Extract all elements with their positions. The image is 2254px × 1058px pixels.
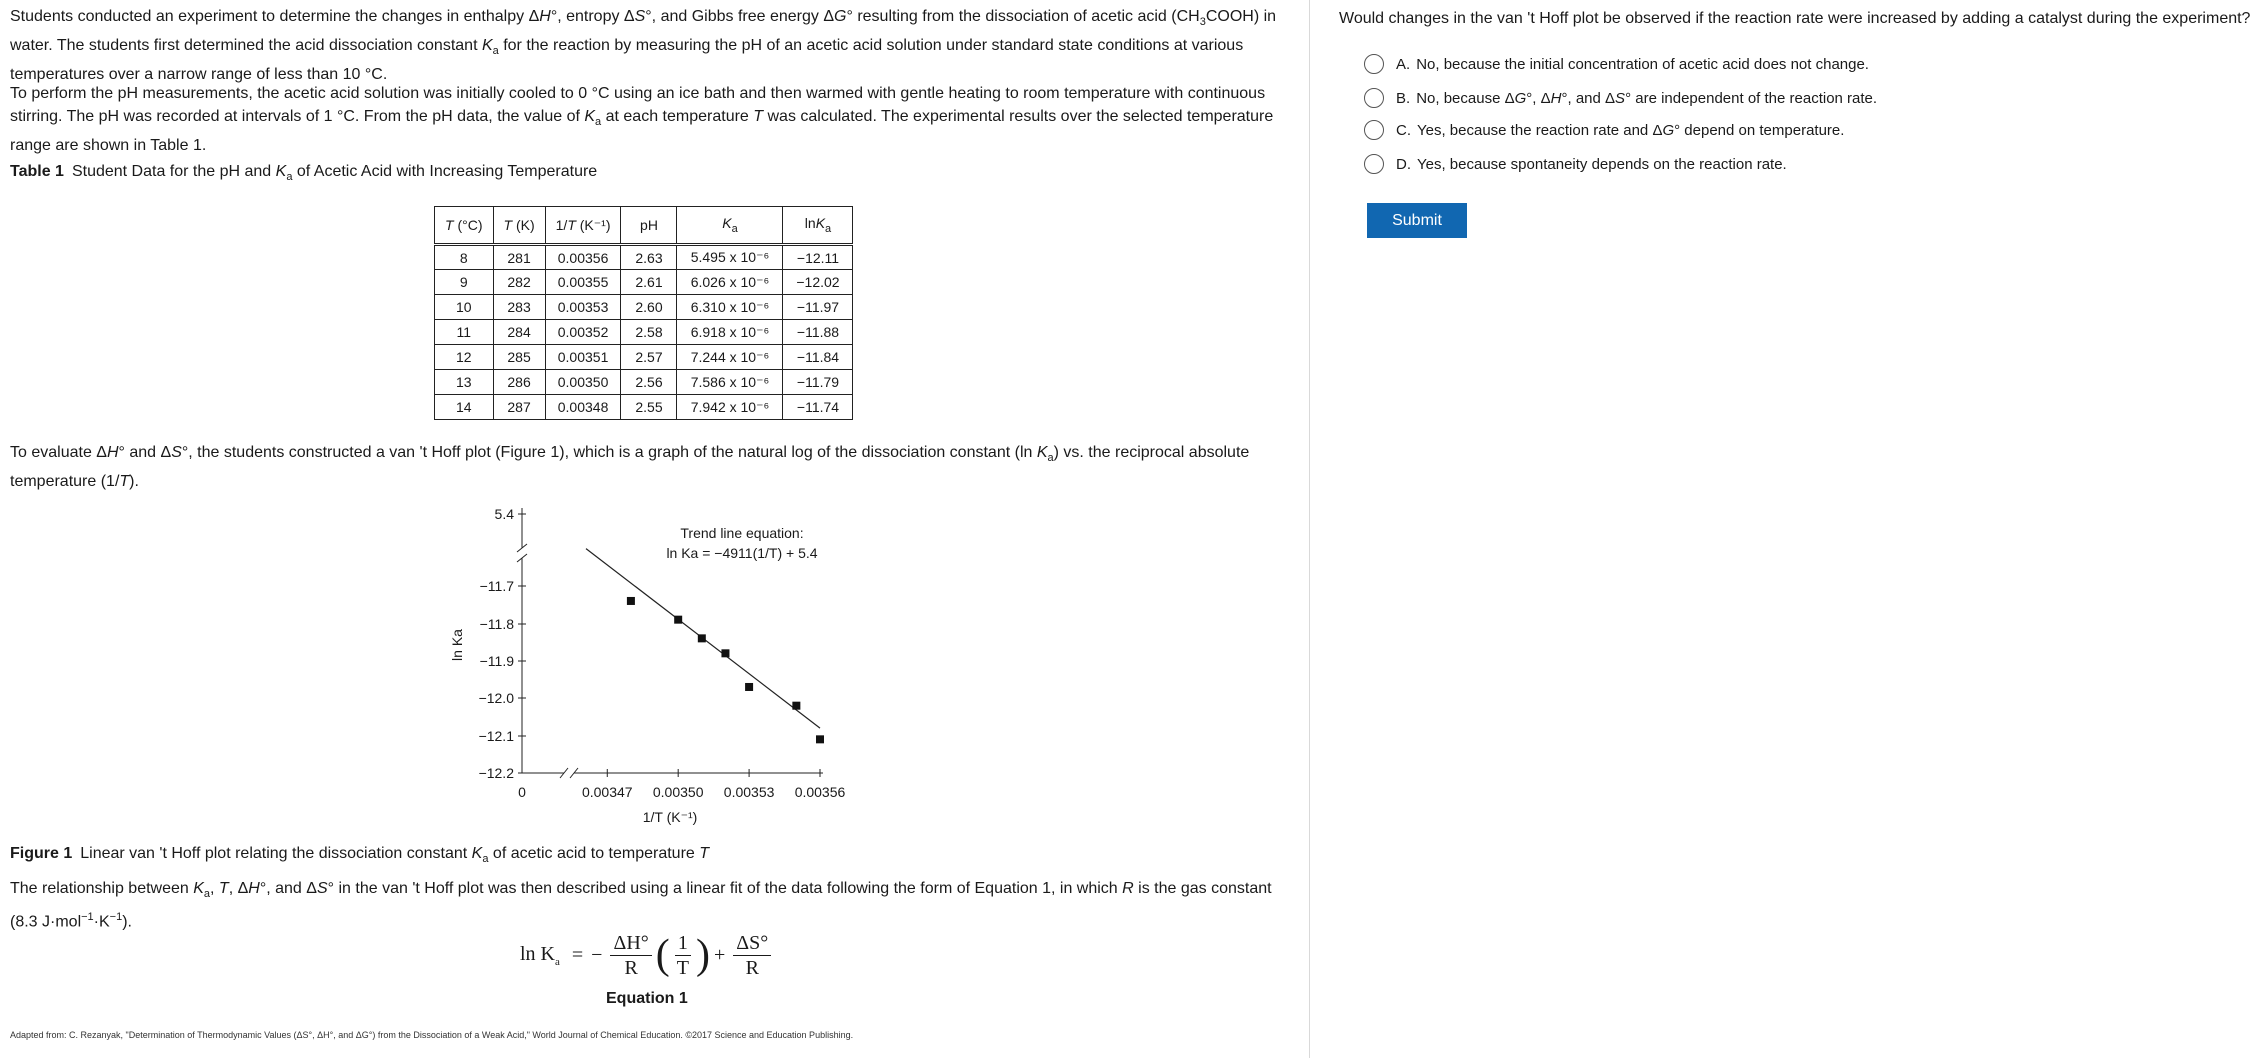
radio-d[interactable] bbox=[1364, 154, 1384, 174]
table-cell: 7.942 x 10⁻⁶ bbox=[677, 395, 783, 420]
data-point bbox=[698, 634, 706, 642]
choice-c-text: Yes, because the reaction rate and ΔG° depend on temperature. bbox=[1417, 121, 1845, 139]
table-cell: 2.57 bbox=[621, 345, 677, 370]
data-point bbox=[792, 702, 800, 710]
fraction-ds-r: $\frac{\Delta S^\circ}{R}$ bbox=[733, 931, 771, 980]
table-row bbox=[435, 295, 853, 320]
table-cell: 6.026 x 10⁻⁶ bbox=[677, 270, 783, 295]
table-row bbox=[435, 370, 853, 395]
table-cell: −12.11 bbox=[783, 245, 853, 270]
data-point bbox=[721, 649, 729, 657]
table-cell: 7.244 x 10⁻⁶ bbox=[677, 345, 783, 370]
table-caption: Table 1 Student Data for the pH and $K_a$ of Acetic Acid with Increasing Temperature bbox=[10, 163, 598, 184]
vant-hoff-plot bbox=[440, 500, 860, 830]
submit-button[interactable]: Submit bbox=[1367, 203, 1467, 238]
choice-a[interactable]: A. No, because the initial concentration of acetic acid does not change. bbox=[1364, 52, 1869, 76]
table-cell: 2.61 bbox=[621, 270, 677, 295]
trendline-annotation-title: Trend line equation: bbox=[680, 525, 804, 541]
table-cell: 12 bbox=[435, 345, 494, 370]
table-header-3: pH bbox=[621, 207, 677, 245]
table-cell: −12.02 bbox=[783, 270, 853, 295]
y-tick-label: −11.9 bbox=[479, 653, 514, 669]
table-cell: 283 bbox=[493, 295, 545, 320]
student-data-table bbox=[434, 206, 853, 420]
table-row bbox=[435, 270, 853, 295]
table-cell: 0.00350 bbox=[545, 370, 621, 395]
trendline-annotation-equation: ln Ka = −4911(1/T) + 5.4 bbox=[666, 545, 818, 561]
table-body bbox=[435, 245, 853, 420]
table-header-5: lnK$_a$ bbox=[783, 207, 853, 245]
table-cell: 13 bbox=[435, 370, 494, 395]
plus-sign: + bbox=[713, 943, 726, 966]
table-cell: −11.84 bbox=[783, 345, 853, 370]
minus-sign: − bbox=[591, 943, 603, 966]
table-cell: 7.586 x 10⁻⁶ bbox=[677, 370, 783, 395]
table-cell: 0.00352 bbox=[545, 320, 621, 345]
figure-caption: Figure 1 Linear van 't Hoff plot relating the dissociation constant $K_a$ of acetic acid to temperature T bbox=[10, 845, 710, 866]
y-tick-label: −11.7 bbox=[479, 578, 514, 594]
table-cell: −11.88 bbox=[783, 320, 853, 345]
choice-a-text: No, because the initial concentration of acetic acid does not change. bbox=[1416, 55, 1869, 73]
table-header-2: 1/T (K⁻¹) bbox=[545, 207, 621, 245]
table-cell: 9 bbox=[435, 270, 494, 295]
table-cell: 11 bbox=[435, 320, 494, 345]
table-cell: 0.00351 bbox=[545, 345, 621, 370]
table-cell: 6.310 x 10⁻⁶ bbox=[677, 295, 783, 320]
equation-lhs: $\ln K_a$ bbox=[520, 942, 560, 968]
table-header-4: $K_a$ bbox=[677, 207, 783, 245]
left-paren: ( bbox=[655, 932, 670, 978]
table-cell: 6.918 x 10⁻⁶ bbox=[677, 320, 783, 345]
right-paren: ) bbox=[695, 932, 710, 978]
table-header-0: T (°C) bbox=[435, 207, 494, 245]
vant-hoff-paragraph: To evaluate ΔH° and ΔS°, the students constructed a van 't Hoff plot (Figure 1), which is a graph of the natural log of the dissociation constant (ln $K_a$) vs. the reciprocal absolute temperature (1/T). bbox=[10, 444, 1250, 491]
table-cell: 0.00356 bbox=[545, 245, 621, 270]
equation-1 bbox=[520, 928, 775, 982]
x-tick-label: 0 bbox=[518, 784, 526, 800]
table-cell: 2.55 bbox=[621, 395, 677, 420]
table-cell: 284 bbox=[493, 320, 545, 345]
table-cell: 2.60 bbox=[621, 295, 677, 320]
equation-label: Equation 1 bbox=[606, 990, 688, 1007]
choice-d[interactable]: D. Yes, because spontaneity depends on the reaction rate. bbox=[1364, 152, 1787, 176]
table-cell: 0.00348 bbox=[545, 395, 621, 420]
x-tick-label: 0.00350 bbox=[652, 784, 704, 800]
table-row bbox=[435, 245, 853, 270]
x-tick-label: 0.00356 bbox=[794, 784, 846, 800]
radio-b[interactable] bbox=[1364, 88, 1384, 108]
table-cell: −11.97 bbox=[783, 295, 853, 320]
procedure-paragraph: To perform the pH measurements, the acetic acid solution was initially cooled to 0 °C using an ice bath and then warmed with gentle heating to room temperature with continuous stirring. The pH was recorded at intervals of 1 °C. From the pH data, the value of $K_a$ at each temperature T was calculated. The experimental results over the selected temperature range are shown in Table 1. bbox=[10, 85, 1274, 155]
table-cell: −11.79 bbox=[783, 370, 853, 395]
y-tick-label: −12.2 bbox=[478, 765, 514, 781]
table-cell: 10 bbox=[435, 295, 494, 320]
y-tick-label: 5.4 bbox=[494, 506, 514, 522]
y-tick-label: −12.0 bbox=[478, 690, 514, 706]
equals-sign: = bbox=[571, 943, 584, 966]
table-cell: 281 bbox=[493, 245, 545, 270]
y-tick-label: −12.1 bbox=[478, 728, 514, 744]
table-row bbox=[435, 345, 853, 370]
data-point bbox=[627, 597, 635, 605]
table-header-1: T (K) bbox=[493, 207, 545, 245]
intro-paragraph: Students conducted an experiment to determine the changes in enthalpy ΔH°, entropy ΔS°, and Gibbs free energy ΔG° resulting from the dissociation of acetic acid $(CH_3COOH)$ in water. The students first determined the acid dissociation constant $K_a$ for the reaction by measuring the pH of an acetic acid solution under standard state conditions at various temperatures over a narrow range of less than 10 °C. bbox=[10, 8, 1277, 84]
table-cell: 2.58 bbox=[621, 320, 677, 345]
x-tick-label: 0.00353 bbox=[723, 784, 775, 800]
x-axis-label: 1/T (K⁻¹) bbox=[642, 809, 698, 825]
table-row bbox=[435, 395, 853, 420]
table-cell: 286 bbox=[493, 370, 545, 395]
fraction-1-t: $\frac{1}{T}$ bbox=[676, 931, 689, 979]
source-footnote: Adapted from: C. Rezanyak, "Determination of Thermodynamic Values (ΔS°, ΔH°, and ΔG°) from the Dissociation of a Weak Acid," World Journal of Chemical Education. ©2017 Science and Education Publishing. bbox=[10, 1030, 854, 1040]
relationship-paragraph: The relationship between $K_a$, T, ΔH°, and ΔS° in the van 't Hoff plot was then described using a linear fit of the data following the form of Equation 1, in which R is the gas constant (8.3 $J\cdot mol^{-1}\cdot K^{-1}$). bbox=[10, 880, 1272, 931]
radio-a[interactable] bbox=[1364, 54, 1384, 74]
data-point bbox=[674, 616, 682, 624]
data-point bbox=[816, 735, 824, 743]
table-cell: 285 bbox=[493, 345, 545, 370]
choice-d-text: Yes, because spontaneity depends on the reaction rate. bbox=[1417, 155, 1787, 173]
table-header-row bbox=[435, 207, 853, 245]
table-cell: 2.63 bbox=[621, 245, 677, 270]
choice-b[interactable]: B. No, because ΔG°, ΔH°, and ΔS° are independent of the reaction rate. bbox=[1364, 86, 1877, 110]
radio-c[interactable] bbox=[1364, 120, 1384, 140]
table-cell: 282 bbox=[493, 270, 545, 295]
question-prompt: Would changes in the van 't Hoff plot be observed if the reaction rate were increased by adding a catalyst during the experiment? bbox=[1339, 10, 2251, 27]
choice-c[interactable]: C. Yes, because the reaction rate and ΔG° depend on temperature. bbox=[1364, 118, 1844, 142]
table-cell: 0.00355 bbox=[545, 270, 621, 295]
x-tick-label: 0.00347 bbox=[581, 784, 633, 800]
table-cell: 5.495 x 10⁻⁶ bbox=[677, 245, 783, 270]
table-cell: 14 bbox=[435, 395, 494, 420]
table-cell: 8 bbox=[435, 245, 494, 270]
table-cell: 287 bbox=[493, 395, 545, 420]
data-point bbox=[745, 683, 753, 691]
table-row bbox=[435, 320, 853, 345]
fraction-dh-r: $\frac{\Delta H^\circ}{R}$ bbox=[610, 931, 651, 980]
table-cell: 2.56 bbox=[621, 370, 677, 395]
y-tick-label: −11.8 bbox=[479, 616, 514, 632]
table-cell: 0.00353 bbox=[545, 295, 621, 320]
choice-b-text: No, because ΔG°, ΔH°, and ΔS° are independent of the reaction rate. bbox=[1416, 89, 1878, 107]
table-cell: −11.74 bbox=[783, 395, 853, 420]
question-pane bbox=[1311, 0, 2254, 1058]
y-axis-label: ln Ka bbox=[449, 629, 465, 661]
